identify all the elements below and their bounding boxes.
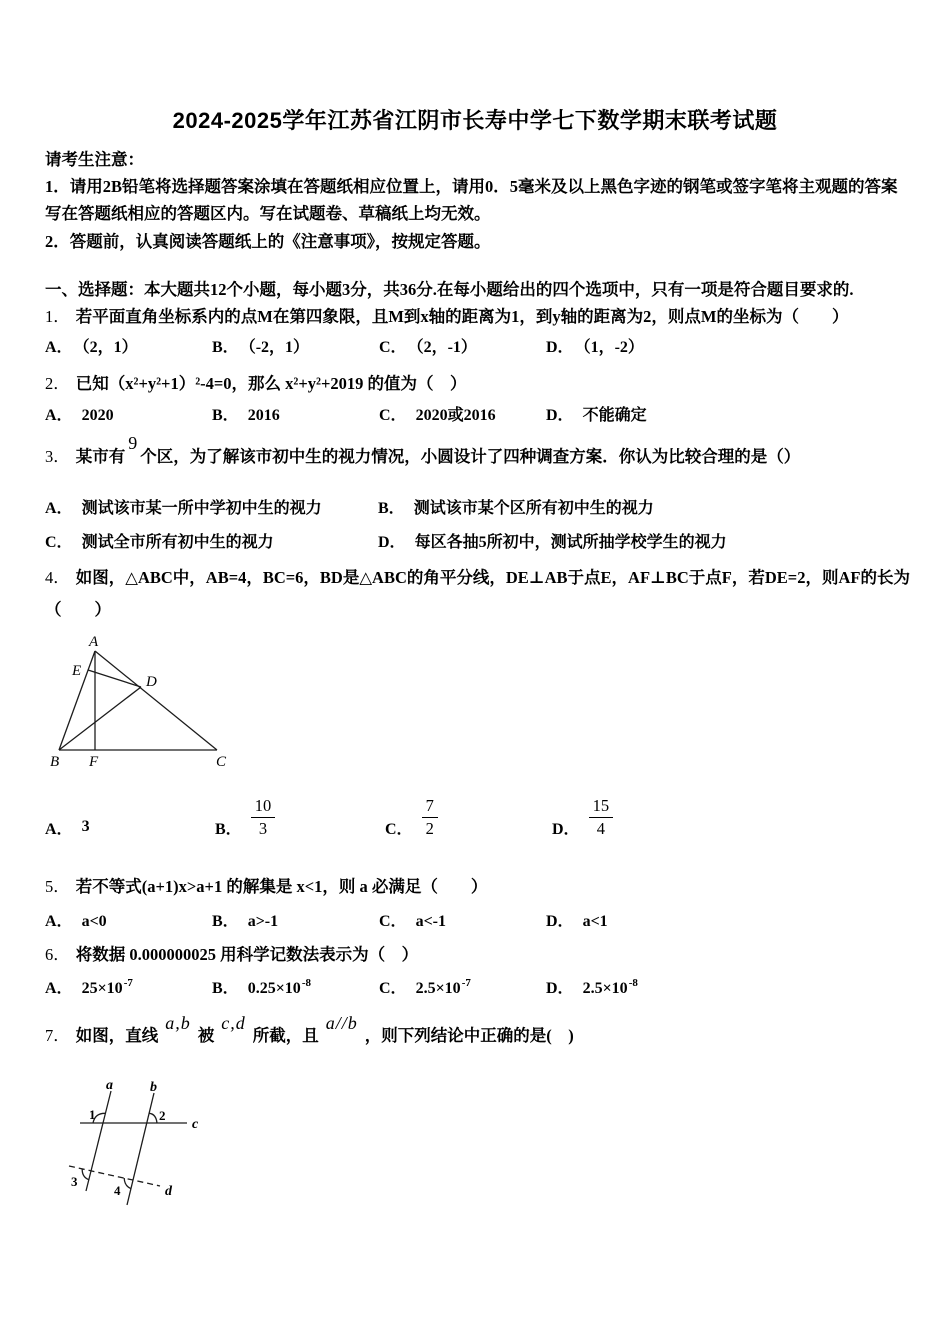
question-6-number: 6． [45,945,70,964]
question-6 [45,941,913,968]
question-6-text: 将数据 0.000000025 用科学记数法表示为（ ） [75,945,419,964]
question-1-options [45,334,925,357]
option-5-b: B． a>-1 [212,913,279,930]
question-3-text-before: 某市有 [75,447,126,466]
option-1-d: D． （1，-2） [546,339,644,356]
option-2-d: D． 不能确定 [546,407,647,424]
question-7-number: 7． [45,1026,70,1045]
question-2 [45,370,913,397]
section-1-header: 一、选择题：本大题共12个小题，每小题3分，共36分.在每小题给出的四个选项中，只有一项是符合题目要求的. [45,280,854,299]
question-7-math-cd: c,d [221,1013,246,1033]
triangle-label-C: C [216,754,227,770]
fraction-15-4: $\frac{15}{4}$ [589,796,614,839]
question-7-math-parallel: a//b [325,1013,358,1033]
angle-label-4: 4 [114,1183,121,1198]
option-4-a: A． 3 [45,818,90,838]
question-7 [45,1013,913,1049]
question-3 [45,433,913,470]
question-3-superscript: 9 [128,433,138,453]
option-6-b: B． $0.25\times 10^{-8}$ [212,976,311,997]
notice-item-2: 2．答题前，认真阅读答题纸上的《注意事项》，按规定答题。 [45,232,491,251]
option-2-c: C． 2020或2016 [379,407,496,424]
question-7-part2: 被 [197,1026,215,1045]
option-3-c: C． 测试全市所有初中生的视力 [45,534,274,551]
option-3-d: D． 每区各抽5所初中，测试所抽学校学生的视力 [378,534,727,551]
option-3-b: B． 测试该市某个区所有初中生的视力 [378,500,654,517]
question-2-text: 已知（x²+y²+1）²-4=0，那么 x²+y²+2019 的值为（ ） [75,374,467,393]
question-5-number: 5． [45,877,70,896]
line-label-b: b [150,1080,157,1095]
option-2-b: B． 2016 [212,407,280,424]
triangle-figure [38,633,268,778]
line-label-d: d [165,1184,172,1199]
line-label-c: c [192,1117,199,1132]
question-4-text: 如图，△ABC中，AB=4，BC=6，BD是△ABC的角平分线，DE⊥AB于点E，AF⊥BC于点F，若DE=2，则AF的长为（ ） [45,568,910,619]
option-1-c: C． （2，-1） [379,339,477,356]
question-1-text: 若平面直角坐标系内的点M在第四象限，且M到x轴的距离为1，到y轴的距离为2，则点M的坐标为（ ） [75,307,849,326]
fraction-10-3: $\frac{10}{3}$ [251,796,276,839]
triangle-label-D: D [146,674,157,690]
question-2-number: 2． [45,374,70,393]
notice-item-1: 1．请用2B铅笔将选择题答案涂填在答题纸相应位置上，请用0．5毫米及以上黑色字迹的钢笔或签字笔将主观题的答案写在答题纸相应的答题区内。写在试题卷、草稿纸上均无效。 [45,177,898,223]
option-2-a: A． 2020 [45,407,114,424]
angle-label-2: 2 [159,1108,166,1123]
triangle-label-E: E [72,663,82,679]
option-6-a: A． $25\times 10^{-7}$ [45,976,133,997]
triangle-label-F: F [89,754,99,770]
parallel-lines-figure [52,1078,212,1218]
question-7-part1: 如图，直线 [75,1026,159,1045]
option-5-c: C． a<-1 [379,913,447,930]
triangle-label-A: A [89,634,99,650]
fraction-7-2: $\frac{7}{2}$ [422,796,438,839]
question-6-options [45,975,925,998]
question-7-part4: ，则下列结论中正确的是( ) [364,1026,574,1045]
question-5-text: 若不等式(a+1)x>a+1 的解集是 x<1，则 a 必满足（ ） [75,877,488,896]
question-7-math-ab: a,b [165,1013,191,1033]
exam-title: 2024-2025学年江苏省江阴市长寿中学七下数学期末联考试题 [172,108,778,133]
question-4 [45,562,913,626]
question-2-options [45,402,925,425]
question-1-number: 1． [45,307,70,326]
angle-label-3: 3 [71,1174,78,1189]
option-6-c: C． $2.5\times 10^{-7}$ [379,976,471,997]
question-4-options [45,790,925,844]
option-1-a: A． （2，1） [45,339,138,356]
triangle-label-B: B [50,754,60,770]
question-5 [45,873,913,900]
question-3-text-after: 个区，为了解该市初中生的视力情况，小圆设计了四种调查方案．你认为比较合理的是（） [140,447,801,466]
question-3-options-row-2 [45,529,925,552]
option-5-d: D． a<1 [546,913,608,930]
option-4-b: B． $\frac{10}{3}$ [215,790,385,844]
option-4-c: C． $\frac{7}{2}$ [385,790,552,844]
option-6-d: D． $2.5\times 10^{-8}$ [546,976,638,997]
question-3-options-row-1 [45,495,925,518]
question-5-options [45,908,925,931]
option-5-a: A． a<0 [45,913,107,930]
question-7-part3: 所截，且 [252,1026,319,1045]
question-1 [45,303,913,330]
question-3-number: 3． [45,447,70,466]
question-4-number: 4． [45,568,70,587]
notice-header: 请考生注意： [45,150,144,169]
option-4-d: D． $\frac{15}{4}$ [552,790,925,844]
option-3-a: A． 测试该市某一所中学初中生的视力 [45,500,322,517]
angle-label-1: 1 [89,1107,96,1122]
option-1-b: B． （-2，1） [212,339,310,356]
line-label-a: a [106,1078,113,1093]
